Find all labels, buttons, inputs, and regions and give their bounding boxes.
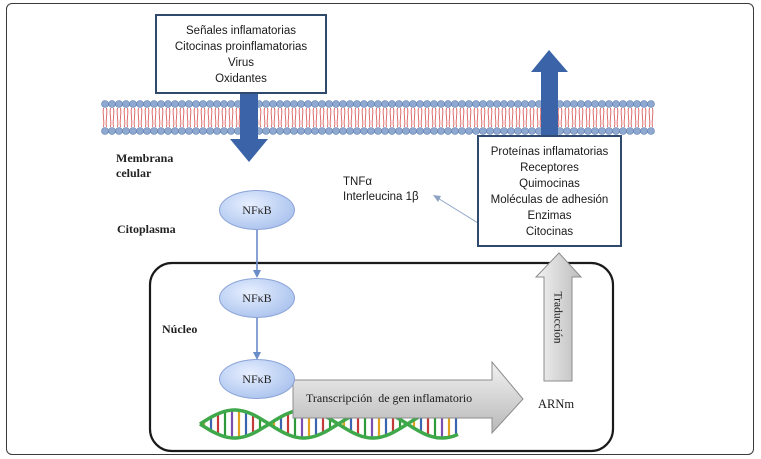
lipid-head <box>438 128 445 135</box>
lipid-head <box>613 128 620 135</box>
lipid-head <box>424 128 431 135</box>
lipid-head <box>109 128 116 135</box>
lipid-head <box>221 128 228 135</box>
lipid-tail <box>264 108 268 127</box>
lipid-tail <box>383 108 387 127</box>
lipid-head <box>578 128 585 135</box>
products-line: Enzimas <box>527 210 572 222</box>
lipid-head <box>305 101 312 108</box>
lipid-head <box>396 128 403 135</box>
lipid-head <box>494 101 501 108</box>
lipid-head <box>515 128 522 135</box>
lipid-tail <box>362 108 366 127</box>
lipid-tail <box>166 108 170 127</box>
lipid-tail <box>397 108 401 127</box>
lipid-tail <box>306 108 310 127</box>
lipid-tail <box>453 108 457 127</box>
lipid-tail <box>138 108 142 127</box>
lipid-tail <box>341 108 345 127</box>
lipid-tail <box>565 108 569 127</box>
lipid-head <box>382 101 389 108</box>
lipid-head <box>123 128 130 135</box>
lipid-head <box>473 101 480 108</box>
lipid-head <box>354 101 361 108</box>
lipid-tail <box>390 108 394 127</box>
lipid-head <box>627 101 634 108</box>
products-line: Quimocinas <box>519 178 580 190</box>
lipid-head <box>564 101 571 108</box>
nfkb-node-nucleus: NFκB <box>219 278 295 318</box>
translation-label: Traducción <box>551 291 564 344</box>
lipid-head <box>340 101 347 108</box>
lipid-head <box>214 128 221 135</box>
lipid-head <box>368 101 375 108</box>
lipid-head <box>571 128 578 135</box>
lipid-head <box>641 101 648 108</box>
cytoplasm-label: Citoplasma <box>117 222 176 236</box>
lipid-head <box>228 128 235 135</box>
lipid-head <box>158 101 165 108</box>
lipid-head <box>508 101 515 108</box>
lipid-head <box>270 101 277 108</box>
lipid-tail <box>628 108 632 127</box>
signals-line: Oxidantes <box>215 73 267 85</box>
lipid-head <box>620 101 627 108</box>
lipid-head <box>123 101 130 108</box>
lipid-head <box>634 128 641 135</box>
lipid-head <box>522 101 529 108</box>
lipid-head <box>207 101 214 108</box>
products-line: Moléculas de adhesión <box>490 194 609 206</box>
lipid-head <box>403 101 410 108</box>
lipid-head <box>529 128 536 135</box>
lipid-tail <box>145 108 149 127</box>
lipid-head <box>326 128 333 135</box>
lipid-tail <box>481 108 485 127</box>
lipid-head <box>571 101 578 108</box>
lipid-tail <box>299 108 303 127</box>
lipid-head <box>193 101 200 108</box>
feedback-arrow <box>433 195 478 223</box>
lipid-tail <box>467 108 471 127</box>
lipid-head <box>347 128 354 135</box>
lipid-tail <box>621 108 625 127</box>
lipid-tail <box>187 108 191 127</box>
lipid-head <box>284 101 291 108</box>
lipid-head <box>354 128 361 135</box>
lipid-head <box>487 101 494 108</box>
lipid-tail <box>600 108 604 127</box>
lipid-head <box>375 101 382 108</box>
lipid-head <box>263 101 270 108</box>
lipid-head <box>172 128 179 135</box>
lipid-head <box>431 101 438 108</box>
lipid-head <box>592 101 599 108</box>
lipid-head <box>445 101 452 108</box>
lipid-head <box>221 101 228 108</box>
lipid-head <box>340 128 347 135</box>
lipid-tail <box>208 108 212 127</box>
transcription-label: Transcripción de gen inflamatorio <box>306 391 473 405</box>
lipid-tail <box>579 108 583 127</box>
lipid-head <box>480 128 487 135</box>
lipid-head <box>130 101 137 108</box>
lipid-tail <box>425 108 429 127</box>
lipid-head <box>480 101 487 108</box>
lipid-head <box>137 128 144 135</box>
lipid-head <box>200 128 207 135</box>
lipid-tail <box>593 108 597 127</box>
lipid-tail <box>278 108 282 127</box>
lipid-head <box>634 101 641 108</box>
tnf-alpha-label: TNFα <box>343 176 373 188</box>
lipid-tail <box>369 108 373 127</box>
lipid-tail <box>446 108 450 127</box>
lipid-head <box>599 128 606 135</box>
inflammatory-signals-box <box>155 14 327 94</box>
lipid-head <box>333 101 340 108</box>
lipid-tail <box>509 108 513 127</box>
lipid-tail <box>229 108 233 127</box>
signals-line: Virus <box>228 57 254 69</box>
lipid-head <box>347 101 354 108</box>
lipid-head <box>445 128 452 135</box>
lipid-head <box>606 128 613 135</box>
nucleus-label: Núcleo <box>162 322 198 336</box>
lipid-head <box>368 128 375 135</box>
lipid-head <box>494 128 501 135</box>
lipid-tail <box>131 108 135 127</box>
lipid-head <box>459 128 466 135</box>
products-line: Receptores <box>520 162 579 174</box>
lipid-tail <box>530 108 534 127</box>
lipid-head <box>193 128 200 135</box>
lipid-head <box>305 128 312 135</box>
lipid-head <box>627 128 634 135</box>
lipid-head <box>179 101 186 108</box>
lipid-tail <box>103 108 107 127</box>
lipid-head <box>102 128 109 135</box>
lipid-head <box>375 128 382 135</box>
lipid-tail <box>432 108 436 127</box>
lipid-tail <box>215 108 219 127</box>
cell-membrane <box>102 101 655 135</box>
lipid-tail <box>201 108 205 127</box>
lipid-tail <box>236 108 240 127</box>
lipid-tail <box>110 108 114 127</box>
lipid-head <box>263 128 270 135</box>
lipid-head <box>207 128 214 135</box>
signals-line: Señales inflamatorias <box>186 25 296 37</box>
lipid-head <box>172 101 179 108</box>
lipid-head <box>515 101 522 108</box>
lipid-tail <box>376 108 380 127</box>
lipid-head <box>522 128 529 135</box>
lipid-tail <box>173 108 177 127</box>
lipid-tail <box>614 108 618 127</box>
lipid-head <box>186 128 193 135</box>
lipid-head <box>410 101 417 108</box>
lipid-tail <box>488 108 492 127</box>
membrane-label: Membrana celular <box>116 151 174 180</box>
lipid-tail <box>572 108 576 127</box>
lipid-head <box>179 128 186 135</box>
lipid-tail <box>474 108 478 127</box>
lipid-tail <box>418 108 422 127</box>
lipid-tail <box>285 108 289 127</box>
lipid-tail <box>159 108 163 127</box>
lipid-head <box>277 128 284 135</box>
lipid-tail <box>523 108 527 127</box>
lipid-head <box>599 101 606 108</box>
lipid-head <box>382 128 389 135</box>
lipid-head <box>648 101 655 108</box>
lipid-head <box>459 101 466 108</box>
lipid-tail <box>124 108 128 127</box>
lipid-head <box>228 101 235 108</box>
lipid-head <box>312 128 319 135</box>
signals-line: Citocinas proinflamatorias <box>174 41 308 53</box>
lipid-head <box>564 128 571 135</box>
lipid-head <box>473 128 480 135</box>
lipid-head <box>417 128 424 135</box>
lipid-head <box>466 101 473 108</box>
lipid-head <box>403 128 410 135</box>
lipid-head <box>102 101 109 108</box>
mrna-label: ARNm <box>538 397 575 411</box>
lipid-head <box>151 101 158 108</box>
lipid-tail <box>327 108 331 127</box>
lipid-head <box>144 101 151 108</box>
lipid-head <box>501 128 508 135</box>
lipid-tail <box>334 108 338 127</box>
products-line: Proteínas inflamatorias <box>490 146 609 158</box>
lipid-head <box>137 101 144 108</box>
lipid-head <box>452 101 459 108</box>
lipid-head <box>431 128 438 135</box>
lipid-head <box>312 101 319 108</box>
lipid-head <box>529 101 536 108</box>
lipid-tail <box>439 108 443 127</box>
lipid-head <box>165 101 172 108</box>
lipid-head <box>144 128 151 135</box>
lipid-head <box>214 101 221 108</box>
lipid-head <box>319 128 326 135</box>
lipid-tail <box>404 108 408 127</box>
lipid-head <box>158 128 165 135</box>
lipid-head <box>284 128 291 135</box>
lipid-head <box>270 128 277 135</box>
lipid-head <box>585 101 592 108</box>
lipid-head <box>319 101 326 108</box>
lipid-head <box>200 101 207 108</box>
lipid-head <box>291 101 298 108</box>
lipid-tail <box>222 108 226 127</box>
lipid-head <box>291 128 298 135</box>
lipid-tail <box>607 108 611 127</box>
lipid-head <box>151 128 158 135</box>
lipid-head <box>452 128 459 135</box>
lipid-tail <box>355 108 359 127</box>
lipid-head <box>333 128 340 135</box>
lipid-head <box>578 101 585 108</box>
lipid-head <box>361 128 368 135</box>
lipid-head <box>592 128 599 135</box>
lipid-head <box>487 128 494 135</box>
lipid-tail <box>271 108 275 127</box>
interleukin-label: Interleucina 1β <box>343 191 419 203</box>
lipid-head <box>501 101 508 108</box>
lipid-tail <box>586 108 590 127</box>
lipid-head <box>116 128 123 135</box>
lipid-head <box>298 128 305 135</box>
lipid-head <box>396 101 403 108</box>
lipid-head <box>326 101 333 108</box>
lipid-tail <box>152 108 156 127</box>
lipid-head <box>620 128 627 135</box>
lipid-head <box>410 128 417 135</box>
nfkb-node-cytoplasm: NFκB <box>219 190 295 230</box>
nfkb-node-dna: NFκB <box>219 359 295 399</box>
lipid-head <box>424 101 431 108</box>
lipid-tail <box>194 108 198 127</box>
lipid-tail <box>537 108 541 127</box>
products-line: Citocinas <box>525 226 574 238</box>
lipid-head <box>130 128 137 135</box>
lipid-head <box>116 101 123 108</box>
lipid-tail <box>180 108 184 127</box>
lipid-head <box>361 101 368 108</box>
lipid-tail <box>313 108 317 127</box>
lipid-head <box>298 101 305 108</box>
lipid-head <box>508 128 515 135</box>
lipid-tail <box>649 108 653 127</box>
lipid-head <box>277 101 284 108</box>
lipid-tail <box>642 108 646 127</box>
lipid-head <box>109 101 116 108</box>
inflammatory-products-box <box>477 135 622 247</box>
lipid-head <box>641 128 648 135</box>
lipid-head <box>389 101 396 108</box>
lipid-head <box>466 128 473 135</box>
lipid-tail <box>516 108 520 127</box>
lipid-head <box>648 128 655 135</box>
lipid-head <box>438 101 445 108</box>
lipid-head <box>613 101 620 108</box>
lipid-head <box>165 128 172 135</box>
lipid-tail <box>320 108 324 127</box>
lipid-head <box>389 128 396 135</box>
lipid-head <box>186 101 193 108</box>
lipid-tail <box>411 108 415 127</box>
lipid-tail <box>635 108 639 127</box>
lipid-tail <box>117 108 121 127</box>
lipid-tail <box>348 108 352 127</box>
lipid-tail <box>558 108 562 127</box>
lipid-tail <box>495 108 499 127</box>
lipid-tail <box>460 108 464 127</box>
lipid-tail <box>502 108 506 127</box>
lipid-head <box>417 101 424 108</box>
lipid-head <box>585 128 592 135</box>
lipid-tail <box>292 108 296 127</box>
lipid-head <box>606 101 613 108</box>
